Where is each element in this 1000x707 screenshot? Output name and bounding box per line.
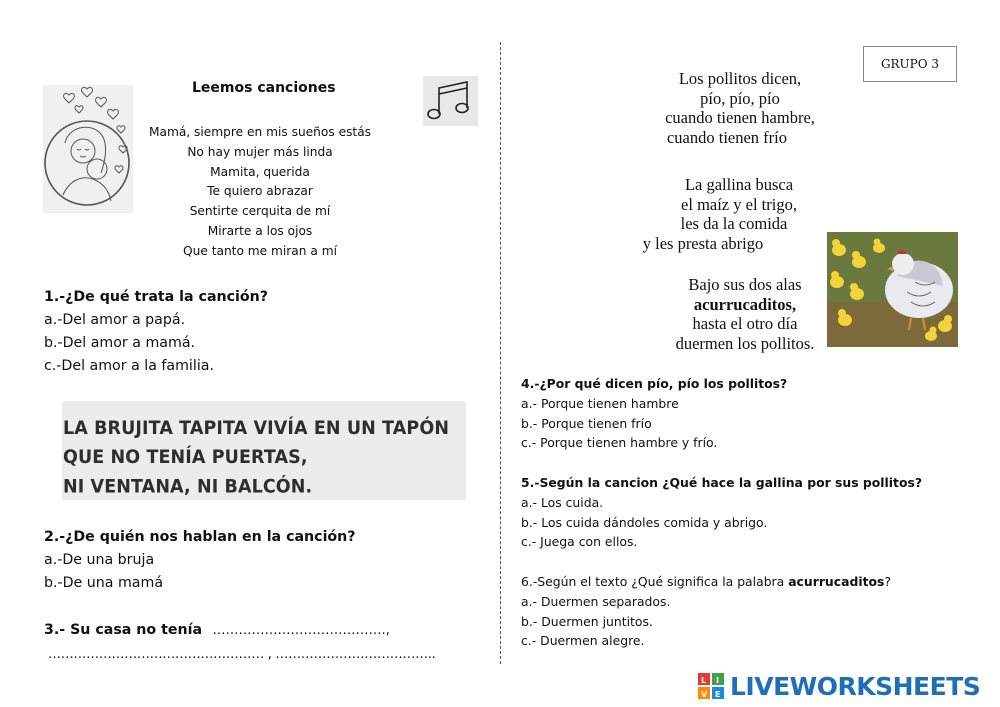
lyric-line: Te quiero abrazar	[207, 184, 313, 199]
question-6-title-suffix: ?	[884, 574, 891, 589]
poem-line: acurrucaditos,	[693, 294, 797, 314]
poem-line: Bajo sus dos alas	[688, 275, 802, 294]
question-6	[521, 572, 891, 651]
question-6-option-b[interactable]: b.- Duermen juntitos.	[521, 613, 653, 629]
svg-text:L: L	[701, 676, 707, 685]
question-5-option-c[interactable]: c.- Juega con ellos.	[521, 534, 638, 550]
liveworksheets-logo-text: LIVEWORKSHEETS	[730, 671, 981, 701]
question-3-title: 3.- Su casa no tenía	[44, 622, 203, 638]
poem-line: el maíz y el trigo,	[681, 194, 797, 214]
question-4	[521, 374, 787, 453]
liveworksheets-logo-badge-icon	[698, 673, 724, 699]
svg-text:I: I	[716, 676, 719, 685]
lyric-line: No hay mujer más linda	[187, 144, 333, 159]
poem-line: pío, pío, pío	[700, 88, 780, 108]
poem-stanza-1	[640, 69, 840, 147]
poem-line: duermen los pollitos.	[675, 333, 815, 353]
svg-text:V: V	[701, 690, 708, 699]
poem-line: hasta el otro día	[692, 314, 798, 333]
question-6-option-c[interactable]: c.- Duermen alegre.	[521, 633, 645, 649]
lyric-line: Sentirte cerquita de mí	[189, 204, 331, 219]
banner-line: NI VENTANA, NI BALCÓN.	[63, 476, 313, 498]
song-excerpt-text	[63, 414, 449, 502]
question-1	[44, 286, 268, 378]
banner-line: QUE NO TENÍA PUERTAS,	[63, 447, 308, 469]
group-label: GRUPO 3	[880, 57, 940, 71]
question-5-title: 5.-Según la cancion ¿Qué hace la gallina por sus pollitos?	[521, 475, 923, 490]
question-4-option-c[interactable]: c.- Porque tienen hambre y frío.	[521, 435, 718, 451]
question-6-title-word: acurrucaditos	[788, 574, 885, 589]
lyric-line: Que tanto me miran a mí	[183, 243, 337, 258]
question-2	[44, 526, 356, 595]
poem-line: cuando tienen frío	[666, 127, 788, 147]
page-divider	[500, 42, 501, 664]
question-4-option-a[interactable]: a.- Porque tienen hambre	[521, 395, 679, 411]
question-1-option-c[interactable]: c.-Del amor a la familia.	[44, 358, 214, 374]
question-5-option-b[interactable]: b.- Los cuida dándoles comida y abrigo.	[521, 514, 768, 530]
question-1-title: 1.-¿De qué trata la canción?	[44, 289, 268, 305]
question-3	[44, 619, 390, 642]
liveworksheets-logo[interactable]	[698, 668, 980, 704]
poem-line: les da la comida	[680, 214, 788, 233]
question-1-option-b[interactable]: b.-Del amor a mamá.	[44, 335, 196, 351]
mother-child-illustration	[43, 85, 133, 213]
question-5	[521, 473, 922, 552]
poem-line: La gallina busca	[684, 175, 794, 194]
poem-stanza-3	[650, 275, 840, 353]
lyric-line: Mamá, siempre en mis sueños estás	[148, 125, 372, 139]
question-4-option-b[interactable]: b.- Porque tienen frío	[521, 415, 652, 431]
svg-text:E: E	[715, 690, 721, 699]
question-6-option-a[interactable]: a.- Duermen separados.	[521, 593, 671, 609]
poem-line: cuando tienen hambre,	[665, 108, 815, 127]
song-lyrics	[140, 123, 380, 262]
question-2-option-a[interactable]: a.-De una bruja	[44, 552, 155, 568]
music-note-icon	[423, 76, 478, 126]
hen-chicks-illustration	[827, 232, 958, 347]
question-4-title: 4.-¿Por qué dicen pío, pío los pollitos?	[521, 376, 788, 391]
question-6-title	[521, 572, 891, 592]
poem-line: y les presta abrigo	[642, 233, 764, 253]
poem-stanza-2	[630, 175, 820, 253]
song-title: Leemos canciones	[192, 80, 336, 96]
question-3-blank-1[interactable]: ………………………………….,	[212, 623, 390, 638]
lyric-line: Mirarte a los ojos	[207, 223, 313, 238]
question-1-option-a[interactable]: a.-Del amor a papá.	[44, 312, 186, 328]
poem-line: Los pollitos dicen,	[678, 69, 802, 88]
question-2-title: 2.-¿De quién nos hablan en la canción?	[44, 529, 356, 545]
lyric-line: Mamita, querida	[210, 164, 310, 179]
question-2-option-b[interactable]: b.-De una mamá	[44, 575, 164, 591]
banner-line: LA BRUJITA TAPITA VIVÍA EN UN TAPÓN	[63, 418, 450, 440]
question-5-option-a[interactable]: a.- Los cuida.	[521, 494, 604, 510]
question-3-blank-2[interactable]: …………………………………………… , ………………………………..	[48, 647, 436, 662]
question-6-title-prefix: 6.-Según el texto ¿Qué significa la palabra	[521, 574, 789, 589]
